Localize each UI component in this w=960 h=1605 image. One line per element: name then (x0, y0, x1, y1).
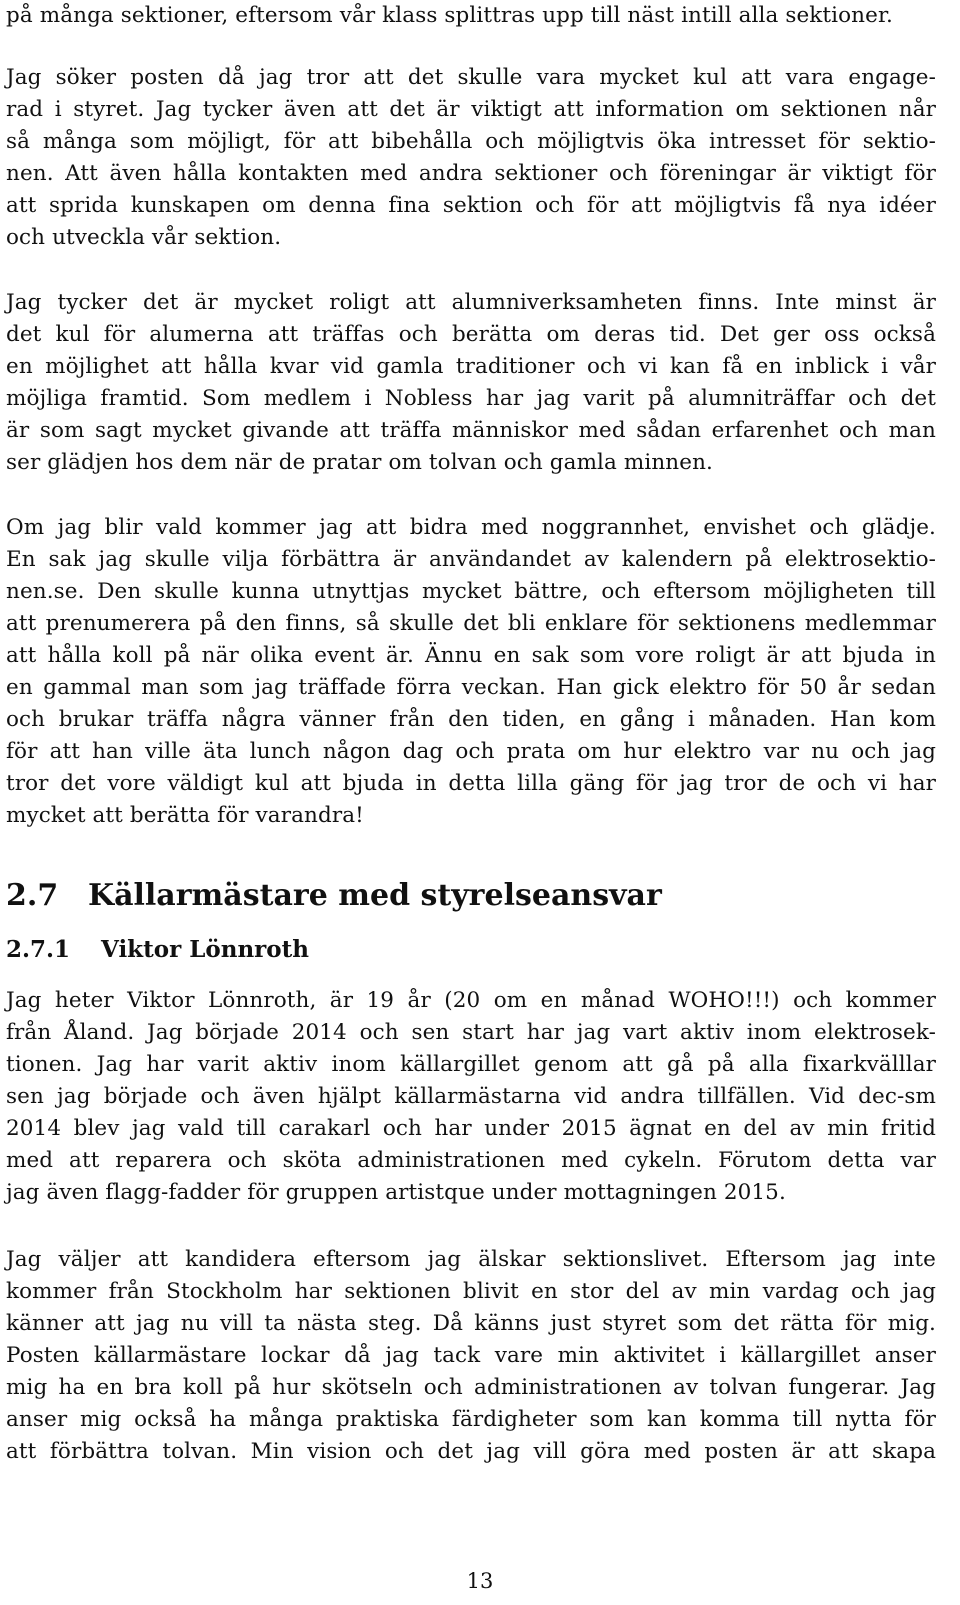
text-line: att sprida kunskapen om denna fina sektion och för att möjligtvis få nya idéer (6, 193, 936, 218)
text-line: en möjlighet att hålla kvar vid gamla traditioner och vi kan få en inblick i vår (6, 354, 936, 379)
text-line: tionen. Jag har varit aktiv inom källargillet genom att gå på alla fixarkvälllar (6, 1052, 936, 1077)
text-line: för att han ville äta lunch någon dag och prata om hur elektro var nu och jag (6, 739, 936, 764)
text-line: det kul för alumerna att träffas och berätta om deras tid. Det ger oss också (6, 322, 936, 347)
text-line: och utveckla vår sektion. (6, 225, 282, 250)
text-line: och brukar träffa några vänner från den tiden, en gång i månaden. Han kom (6, 707, 936, 732)
text-line: rad i styret. Jag tycker även att det är viktigt att information om sektionen når (6, 97, 936, 122)
text-line: Jag heter Viktor Lönnroth, är 19 år (20 om en månad WOHO!!!) och kommer (6, 988, 936, 1013)
text-line: Jag väljer att kandidera eftersom jag älskar sektionslivet. Eftersom jag inte (6, 1247, 936, 1272)
text-line: Jag söker posten då jag tror att det skulle vara mycket kul att vara engage- (6, 65, 936, 90)
text-line: nen. Att även hålla kontakten med andra sektioner och föreningar är viktigt för (6, 161, 936, 186)
text-line: möjliga framtid. Som medlem i Nobless har jag varit på alumniträffar och det (6, 386, 936, 411)
text-line: tror det vore väldigt kul att bjuda in detta lilla gäng för jag tror de och vi har (6, 771, 936, 796)
text-line: mig ha en bra koll på hur skötseln och administrationen av tolvan fungerar. Jag (6, 1375, 936, 1400)
text-line: är som sagt mycket givande att träffa människor med sådan erfarenhet och man (6, 418, 936, 443)
text-line: att hålla koll på när olika event är. Ännu en sak som vore roligt är att bjuda in (6, 643, 936, 668)
text-line: ser glädjen hos dem när de pratar om tolvan och gamla minnen. (6, 450, 713, 475)
text-line: mycket att berätta för varandra! (6, 803, 364, 828)
text-line: Jag tycker det är mycket roligt att alumniverksamheten finns. Inte minst är (6, 290, 936, 315)
text-line: En sak jag skulle vilja förbättra är användandet av kalendern på elektrosektio- (6, 547, 936, 572)
text-line: kommer från Stockholm har sektionen blivit en stor del av min vardag och jag (6, 1279, 936, 1304)
text-line: en gammal man som jag träffade förra veckan. Han gick elektro för 50 år sedan (6, 675, 936, 700)
text-line: att prenumerera på den finns, så skulle det bli enklare för sektionens medlemmar (6, 611, 936, 636)
text-line: sen jag började och även hjälpt källarmästarna vid andra tillfällen. Vid dec-sm (6, 1084, 936, 1109)
subsection-heading (6, 934, 309, 966)
section-heading (6, 876, 662, 916)
text-line: från Åland. Jag började 2014 och sen start har jag vart aktiv inom elektrosek- (6, 1020, 936, 1045)
subsection-number: 2.7.1 (6, 936, 71, 963)
section-title: Källarmästare med styrelseansvar (88, 878, 662, 913)
text-line: att förbättra tolvan. Min vision och det jag vill göra med posten är att skapa (6, 1439, 936, 1464)
section-number: 2.7 (6, 878, 59, 913)
text-line: på många sektioner, eftersom vår klass splittras upp till näst intill alla sektioner. (6, 3, 893, 28)
text-line: med att reparera och sköta administrationen med cykeln. Förutom detta var (6, 1148, 936, 1173)
text-line: känner att jag nu vill ta nästa steg. Då känns just styret som det rätta för mig. (6, 1311, 936, 1336)
page-number: 13 (466, 1569, 494, 1593)
text-line: anser mig också ha många praktiska färdigheter som kan komma till nytta för (6, 1407, 936, 1432)
text-line: jag även flagg-fadder för gruppen artistque under mottagningen 2015. (6, 1180, 786, 1205)
text-line: Om jag blir vald kommer jag att bidra med noggrannhet, envishet och glädje. (6, 515, 936, 540)
text-line: Posten källarmästare lockar då jag tack vare min aktivitet i källargillet anser (6, 1343, 936, 1368)
text-line: nen.se. Den skulle kunna utnyttjas mycket bättre, och eftersom möjligheten till (6, 579, 936, 604)
text-line: så många som möjligt, för att bibehålla och möjligtvis öka intresset för sektio- (6, 129, 936, 154)
text-line: 2014 blev jag vald till carakarl och har under 2015 ägnat en del av min fritid (6, 1116, 936, 1141)
subsection-title: Viktor Lönnroth (101, 936, 309, 963)
